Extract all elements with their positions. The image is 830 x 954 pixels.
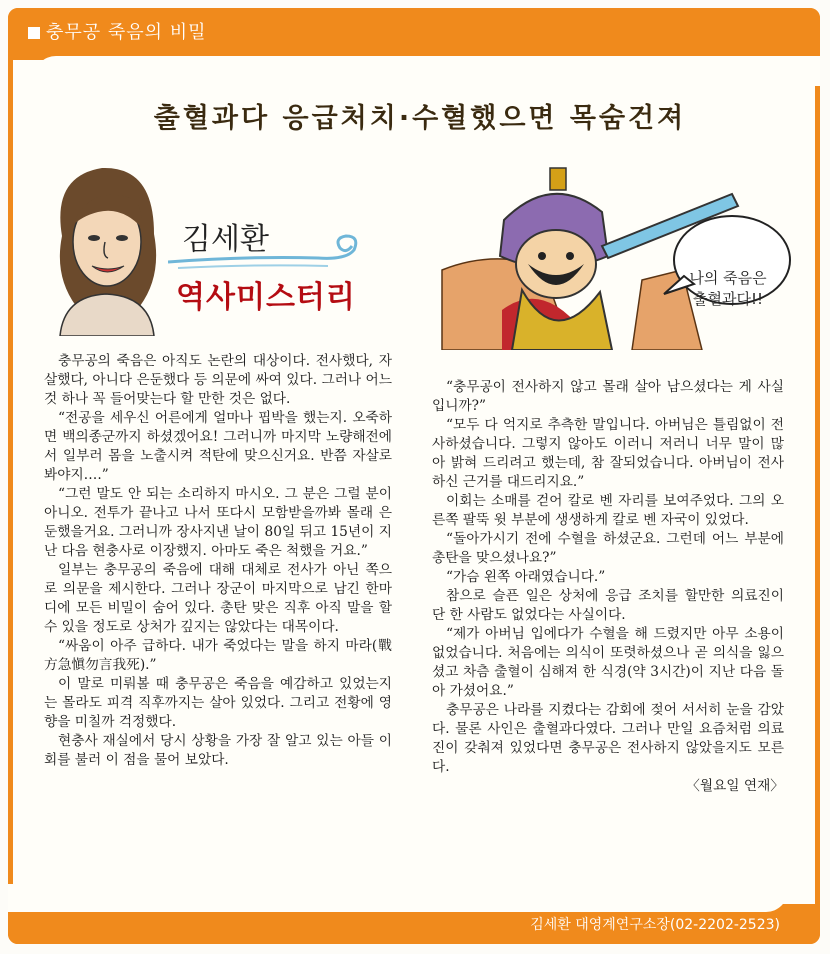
paragraph: “가슴 왼쪽 아래였습니다.”: [446, 569, 606, 585]
paragraph: “싸움이 아주 급하다. 내가 죽었다는 말을 하지 마라(戰方急愼勿言我死).”: [44, 638, 392, 673]
paragraph: 현충사 재실에서 당시 상황을 가장 잘 알고 있는 아들 이회를 불러 이 점을 물어 보았다.: [44, 733, 392, 768]
series-title: [28, 18, 207, 44]
paragraph: “돌아가시기 전에 수혈을 하셨군요. 그런데 어느 부분에 총탄을 맞으셨나요?”: [432, 531, 784, 566]
speech-bubble: [672, 248, 784, 332]
author-portrait: [42, 156, 172, 336]
headline: 출혈과다 응급처치·수혈했으면 목숨건져: [153, 103, 687, 134]
speech-line-2: 출혈과다!!: [693, 290, 763, 308]
paragraph: “그런 말도 안 되는 소리하지 마시오. 그 분은 그럴 분이 아니오. 전투가 끝나고 나서 또다시 모함받을까봐 몰래 은둔했을거요. 그러니까 장사지낸 날이 80일 뒤고 15년이 지난 다음 현충사로 이장했지. 아마도 죽은 척했을 거요.”: [44, 486, 392, 559]
author-byline: 김세환 대영계연구소장(02-2202-2523): [530, 917, 780, 933]
article-column-right: [432, 378, 784, 796]
banner-curve: [34, 56, 820, 86]
footer-curve: [8, 884, 788, 912]
author-name: 김세환: [182, 222, 269, 257]
column-name: 역사미스터리: [176, 280, 356, 315]
paragraph: 충무공은 나라를 지켰다는 감회에 젖어 서서히 눈을 감았다. 물론 사인은 출혈과다였다. 그러나 만일 요즘처럼 의료진이 갖춰져 있었다면 충무공은 전사하지 않았을지도 모른다.: [432, 702, 784, 775]
paragraph: 충무공의 죽음은 아직도 논란의 대상이다. 전사했다, 자살했다, 아니다 은둔했다 등 의문에 싸여 있다. 그러나 어느 것 하나 꼭 들어맞는다 할 만한 것은 없다.: [44, 353, 392, 407]
paragraph: 일부는 충무공의 죽음에 대해 대체로 전사가 아닌 쪽으로 의문을 제시한다. 그러나 장군이 마지막으로 남긴 한마디에 모든 비밀이 숨어 있다. 총탄 맞은 직후 아직 말을 할 수 있을 정도로 상처가 깊지는 않았다는 대목이다.: [44, 562, 392, 635]
article-column-left: [44, 352, 392, 770]
paragraph: “전공을 세우신 어른에게 얼마나 핍박을 했는지. 오죽하면 백의종군까지 하셨겠어요! 그러니까 마지막 노량해전에서 일부러 몸을 노출시켜 적탄에 맞으신거요. 반쯤 자살로 봐야지….”: [44, 410, 392, 483]
speech-line-1: 나의 죽음은: [689, 269, 767, 287]
paragraph: 이회는 소매를 걷어 칼로 벤 자리를 보여주었다. 그의 오른쪽 팔뚝 윗 부분에 생생하게 칼로 벤 자국이 있었다.: [432, 493, 784, 528]
series-signoff: 〈월요일 연재〉: [686, 778, 784, 794]
series-title-text: 충무공 죽음의 비밀: [46, 22, 207, 43]
paragraph: “제가 아버님 입에다가 수혈을 해 드렸지만 아무 소용이 없었습니다. 처음에는 의식이 또렷하셨으나 곧 의식을 잃으셨고 차츰 출혈이 심해져 한 식경(약 3시간)이 지난 다음 돌아 가셨어요.”: [432, 626, 784, 699]
paragraph: “모두 다 억지로 추측한 말입니다. 아버님은 틀림없이 전사하셨습니다. 그렇지 않아도 이러니 저러니 너무 말이 많아 밝혀 드리려고 했는데, 참 잘되었습니다. 아버님이 전사하신 근거를 대드리지요.”: [432, 417, 784, 490]
paragraph: 이 말로 미뤄볼 때 충무공은 죽음을 예감하고 있었는지는 몰라도 피격 직후까지는 살아 있었다. 그리고 전황에 영향을 미칠까 걱정했다.: [44, 676, 392, 730]
paragraph: 참으로 슬픈 일은 상처에 응급 조치를 할만한 의료진이 단 한 사람도 없었다는 사실이다.: [432, 588, 784, 623]
paragraph: “충무공이 전사하지 않고 몰래 살아 남으셨다는 게 사실입니까?”: [432, 379, 784, 414]
square-bullet-icon: [28, 27, 40, 39]
